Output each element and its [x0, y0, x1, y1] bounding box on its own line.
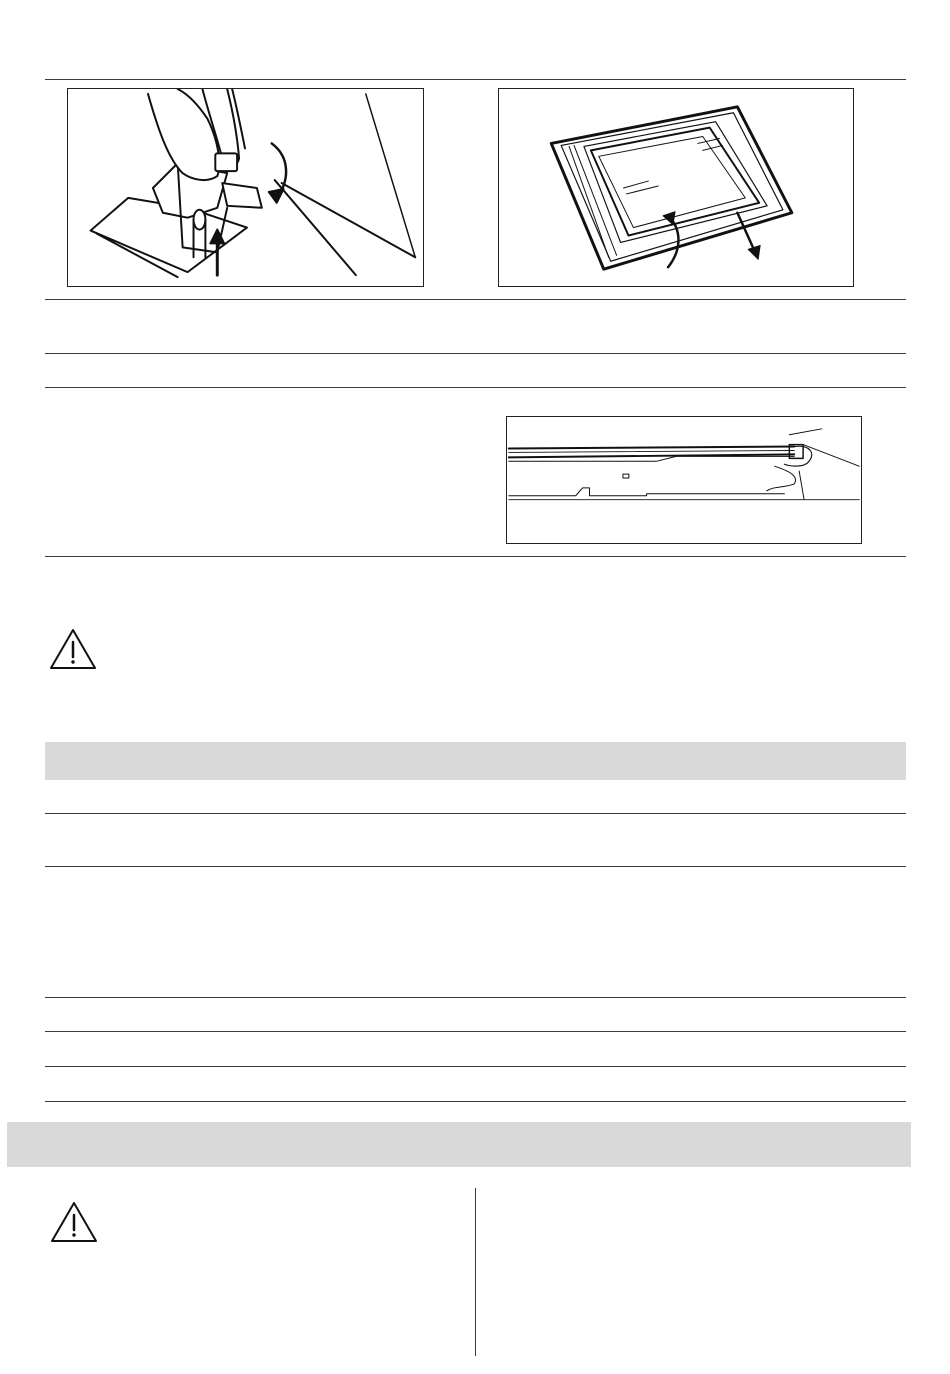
table-row-divider — [45, 353, 906, 354]
section-heading-band — [45, 742, 906, 780]
warning-triangle-icon — [48, 627, 98, 671]
figure-clip-release — [67, 88, 424, 287]
table-row-divider — [45, 866, 906, 867]
table-row-divider — [45, 1066, 906, 1067]
table-row-divider — [45, 387, 906, 388]
chapter-heading-band — [7, 1122, 911, 1167]
table-row-divider — [45, 813, 906, 814]
table-row-divider — [45, 1031, 906, 1032]
seal-cross-section-illustration — [507, 417, 861, 543]
figure-glass-removal — [498, 88, 854, 287]
divider-top — [45, 79, 906, 80]
figure-seal-cross-section — [506, 416, 862, 544]
divider — [45, 556, 906, 557]
table-row-divider — [45, 1101, 906, 1102]
table-row-divider — [45, 997, 906, 998]
warning-triangle-icon — [49, 1200, 99, 1244]
column-divider — [475, 1188, 476, 1356]
clip-release-illustration — [68, 89, 423, 286]
glass-removal-illustration — [499, 89, 853, 286]
divider — [45, 299, 906, 300]
